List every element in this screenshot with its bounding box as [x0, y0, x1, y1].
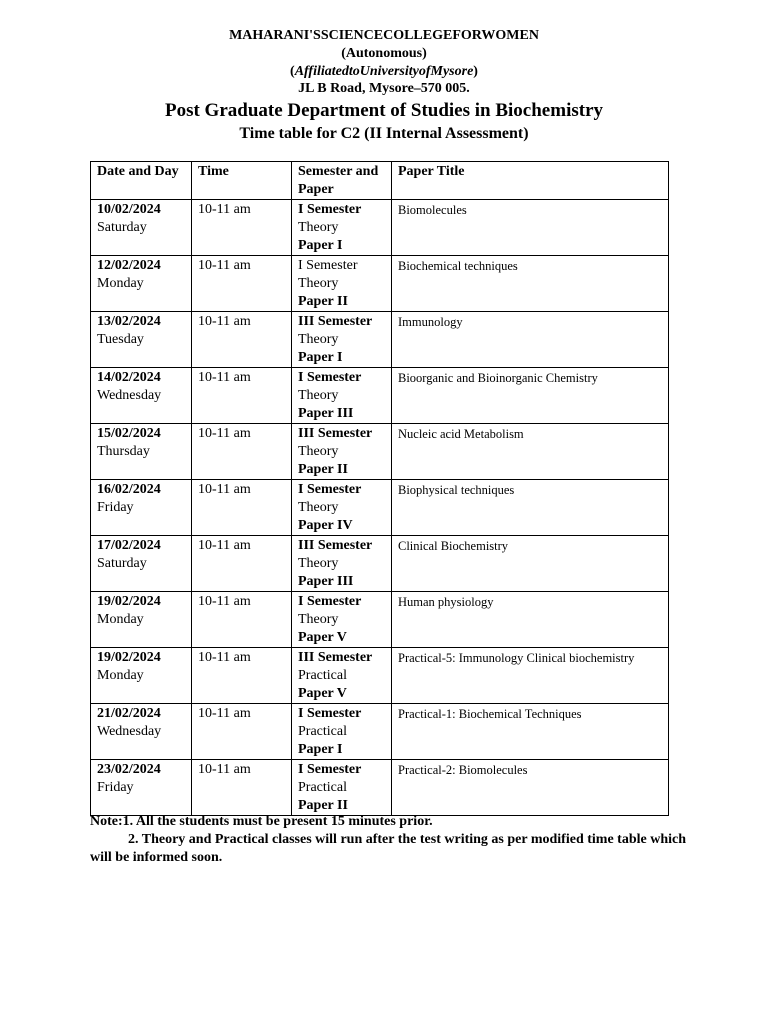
- notes: [90, 813, 690, 867]
- column-header: Paper Title: [392, 162, 669, 200]
- paper-title-cell: [392, 256, 669, 312]
- time: 10-11 am: [198, 706, 251, 721]
- day: Friday: [97, 780, 134, 795]
- date-day-cell: [91, 592, 192, 648]
- department-title: Post Graduate Department of Studies in Biochemistry: [164, 100, 604, 121]
- time-cell: [192, 480, 292, 536]
- semester-paper-cell: [292, 200, 392, 256]
- paper-title-cell: [392, 200, 669, 256]
- paper-title-cell: [392, 536, 669, 592]
- paper-number: Paper I: [298, 238, 343, 253]
- date: 13/02/2024: [97, 314, 161, 329]
- semester: I Semester: [298, 706, 362, 721]
- semester-paper-cell: [292, 704, 392, 760]
- paper-number: Paper I: [298, 350, 343, 365]
- timetable-title: Time table for C2 (II Internal Assessment): [239, 125, 529, 142]
- date-day-cell: [91, 760, 192, 816]
- paper-number: Paper III: [298, 406, 354, 421]
- table-row: [91, 480, 669, 536]
- paper-type: Theory: [298, 276, 339, 291]
- time: 10-11 am: [198, 426, 251, 441]
- paper-type: Practical: [298, 724, 347, 739]
- paper-title: Clinical Biochemistry: [398, 539, 509, 553]
- semester-paper-cell: [292, 368, 392, 424]
- timetable: [90, 161, 669, 816]
- day: Wednesday: [97, 724, 162, 739]
- time: 10-11 am: [198, 762, 251, 777]
- semester: I Semester: [298, 202, 362, 217]
- semester-paper-cell: [292, 424, 392, 480]
- date: 10/02/2024: [97, 202, 161, 217]
- time-cell: [192, 368, 292, 424]
- table-row: [91, 760, 669, 816]
- date-day-cell: [91, 256, 192, 312]
- semester-paper-cell: [292, 760, 392, 816]
- semester-paper-cell: [292, 256, 392, 312]
- time-cell: [192, 424, 292, 480]
- paper-title-cell: [392, 312, 669, 368]
- paper-type: Theory: [298, 388, 339, 403]
- time: 10-11 am: [198, 650, 251, 665]
- paper-type: Practical: [298, 668, 347, 683]
- date-day-cell: [91, 480, 192, 536]
- note-line-2: 2. Theory and Practical classes will run after the test writing as per modified time table which will be informed soon.: [90, 832, 686, 865]
- paper-type: Theory: [298, 220, 339, 235]
- paper-title-cell: [392, 704, 669, 760]
- date: 23/02/2024: [97, 762, 161, 777]
- paper-title: Biophysical techniques: [398, 483, 515, 497]
- table-row: [91, 536, 669, 592]
- date-day-cell: [91, 424, 192, 480]
- table-row: [91, 704, 669, 760]
- paper-number: Paper III: [298, 574, 354, 589]
- paper-title: Nucleic acid Metabolism: [398, 427, 524, 441]
- time: 10-11 am: [198, 370, 251, 385]
- paper-title: Biochemical techniques: [398, 259, 518, 273]
- time: 10-11 am: [198, 202, 251, 217]
- paper-number: Paper V: [298, 686, 347, 701]
- paper-number: Paper II: [298, 798, 348, 813]
- paper-title-cell: [392, 648, 669, 704]
- day: Monday: [97, 612, 144, 627]
- table-row: [91, 424, 669, 480]
- table-row: [91, 648, 669, 704]
- semester: III Semester: [298, 314, 373, 329]
- date: 16/02/2024: [97, 482, 161, 497]
- table-row: [91, 368, 669, 424]
- paper-type: Theory: [298, 556, 339, 571]
- date-day-cell: [91, 536, 192, 592]
- semester-paper-cell: [292, 312, 392, 368]
- semester: I Semester: [298, 258, 358, 273]
- date-day-cell: [91, 704, 192, 760]
- paper-number: Paper I: [298, 742, 343, 757]
- semester: I Semester: [298, 594, 362, 609]
- paper-number: Paper V: [298, 630, 347, 645]
- day: Wednesday: [97, 388, 162, 403]
- day: Friday: [97, 500, 134, 515]
- time-cell: [192, 704, 292, 760]
- day: Saturday: [97, 220, 147, 235]
- date: 19/02/2024: [97, 650, 161, 665]
- semester: I Semester: [298, 482, 362, 497]
- time: 10-11 am: [198, 258, 251, 273]
- time: 10-11 am: [198, 314, 251, 329]
- paper-title-cell: [392, 592, 669, 648]
- date: 15/02/2024: [97, 426, 161, 441]
- affiliation: (AffiliatedtoUniversityofMysore): [290, 64, 478, 79]
- note-line-1: Note:1. All the students must be present 15 minutes prior.: [90, 814, 433, 829]
- semester: III Semester: [298, 650, 373, 665]
- paper-title: Practical-5: Immunology Clinical biochemistry: [398, 651, 635, 665]
- paper-title: Biomolecules: [398, 203, 467, 217]
- semester: I Semester: [298, 762, 362, 777]
- paper-title: Practical-1: Biochemical Techniques: [398, 707, 582, 721]
- paper-number: Paper II: [298, 462, 348, 477]
- table-row: [91, 312, 669, 368]
- table-row: [91, 256, 669, 312]
- date: 17/02/2024: [97, 538, 161, 553]
- date-day-cell: [91, 200, 192, 256]
- column-header: Date and Day: [91, 162, 192, 200]
- paper-title-cell: [392, 424, 669, 480]
- date-day-cell: [91, 368, 192, 424]
- affiliation-text: AffiliatedtoUniversityofMysore: [294, 64, 474, 79]
- college-name: MAHARANI'SSCIENCECOLLEGEFORWOMEN: [229, 28, 539, 43]
- table-header-row: [91, 162, 669, 200]
- time-cell: [192, 312, 292, 368]
- time: 10-11 am: [198, 482, 251, 497]
- paper-number: Paper II: [298, 294, 348, 309]
- paper-title: Human physiology: [398, 595, 494, 609]
- time-cell: [192, 592, 292, 648]
- paper-type: Theory: [298, 332, 339, 347]
- paper-title: Immunology: [398, 315, 463, 329]
- time-cell: [192, 536, 292, 592]
- day: Tuesday: [97, 332, 144, 347]
- date: 14/02/2024: [97, 370, 161, 385]
- date: 12/02/2024: [97, 258, 161, 273]
- paper-type: Theory: [298, 500, 339, 515]
- semester-paper-cell: [292, 592, 392, 648]
- paper-title-cell: [392, 480, 669, 536]
- paper-title: Practical-2: Biomolecules: [398, 763, 528, 777]
- time: 10-11 am: [198, 538, 251, 553]
- day: Thursday: [97, 444, 150, 459]
- semester-paper-cell: [292, 536, 392, 592]
- date-day-cell: [91, 312, 192, 368]
- semester: I Semester: [298, 370, 362, 385]
- address: JL B Road, Mysore–570 005.: [298, 81, 470, 96]
- time-cell: [192, 200, 292, 256]
- paper-number: Paper IV: [298, 518, 353, 533]
- day: Monday: [97, 276, 144, 291]
- table-row: [91, 592, 669, 648]
- day: Saturday: [97, 556, 147, 571]
- paper-title: Bioorganic and Bioinorganic Chemistry: [398, 371, 598, 385]
- paper-title-cell: [392, 760, 669, 816]
- paper-title-cell: [392, 368, 669, 424]
- time-cell: [192, 256, 292, 312]
- semester-paper-cell: [292, 648, 392, 704]
- paper-type: Practical: [298, 780, 347, 795]
- time: 10-11 am: [198, 594, 251, 609]
- date: 19/02/2024: [97, 594, 161, 609]
- date: 21/02/2024: [97, 706, 161, 721]
- paper-type: Theory: [298, 444, 339, 459]
- day: Monday: [97, 668, 144, 683]
- paper-type: Theory: [298, 612, 339, 627]
- semester: III Semester: [298, 426, 373, 441]
- date-day-cell: [91, 648, 192, 704]
- table-body: [91, 200, 669, 816]
- table-row: [91, 200, 669, 256]
- time-cell: [192, 760, 292, 816]
- column-header: Time: [192, 162, 292, 200]
- semester-paper-cell: [292, 480, 392, 536]
- semester: III Semester: [298, 538, 373, 553]
- time-cell: [192, 648, 292, 704]
- column-header: Semester and Paper: [292, 162, 392, 200]
- autonomous-label: (Autonomous): [341, 46, 427, 61]
